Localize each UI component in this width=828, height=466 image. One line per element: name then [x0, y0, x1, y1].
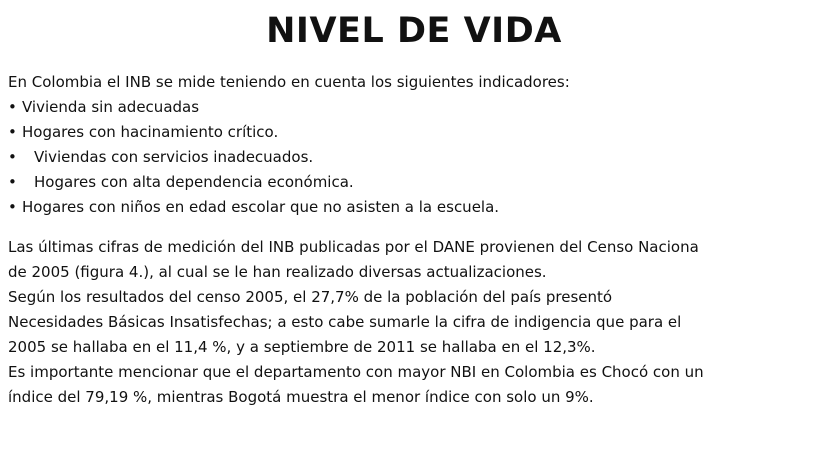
slide-body [8, 70, 828, 410]
bullet-icon: • [8, 198, 17, 216]
list-item [8, 95, 828, 120]
spacer [8, 220, 828, 235]
bullet-icon: • [8, 173, 17, 191]
paragraph-line: Según los resultados del censo 2005, el 27,7% de la población del país presentó [8, 288, 613, 306]
list-item [8, 195, 828, 220]
list-item-text: Hogares con niños en edad escolar que no asisten a la escuela. [22, 198, 500, 216]
bullet-icon: • [8, 98, 17, 116]
intro-text: En Colombia el INB se mide teniendo en cuenta los siguientes indicadores: [8, 73, 570, 91]
list-item [8, 120, 828, 145]
paragraph-line: Las últimas cifras de medición del INB publicadas por el DANE provienen del Censo Naciona [8, 238, 699, 256]
list-item [8, 145, 828, 170]
list-item [8, 170, 828, 195]
list-item-text: Vivienda sin adecuadas [22, 98, 200, 116]
list-item-text: Hogares con hacinamiento crítico. [22, 123, 279, 141]
paragraph-line: 2005 se hallaba en el 11,4 %, y a septiembre de 2011 se hallaba en el 12,3%. [8, 338, 596, 356]
paragraph-line: Necesidades Básicas Insatisfechas; a esto cabe sumarle la cifra de indigencia que para el [8, 313, 682, 331]
paragraph-line: de 2005 (figura 4.), al cual se le han realizado diversas actualizaciones. [8, 263, 547, 281]
bullet-icon: • [8, 123, 17, 141]
list-item-text: Viviendas con servicios inadecuados. [34, 148, 314, 166]
paragraph-line: índice del 79,19 %, mientras Bogotá muestra el menor índice con solo un 9%. [8, 388, 594, 406]
bullet-icon: • [8, 148, 17, 166]
paragraph-line: Es importante mencionar que el departamento con mayor NBI en Colombia es Chocó con un [8, 363, 704, 381]
list-item-text: Hogares con alta dependencia económica. [34, 173, 354, 191]
page-title: NIVEL DE VIDA [266, 11, 562, 51]
